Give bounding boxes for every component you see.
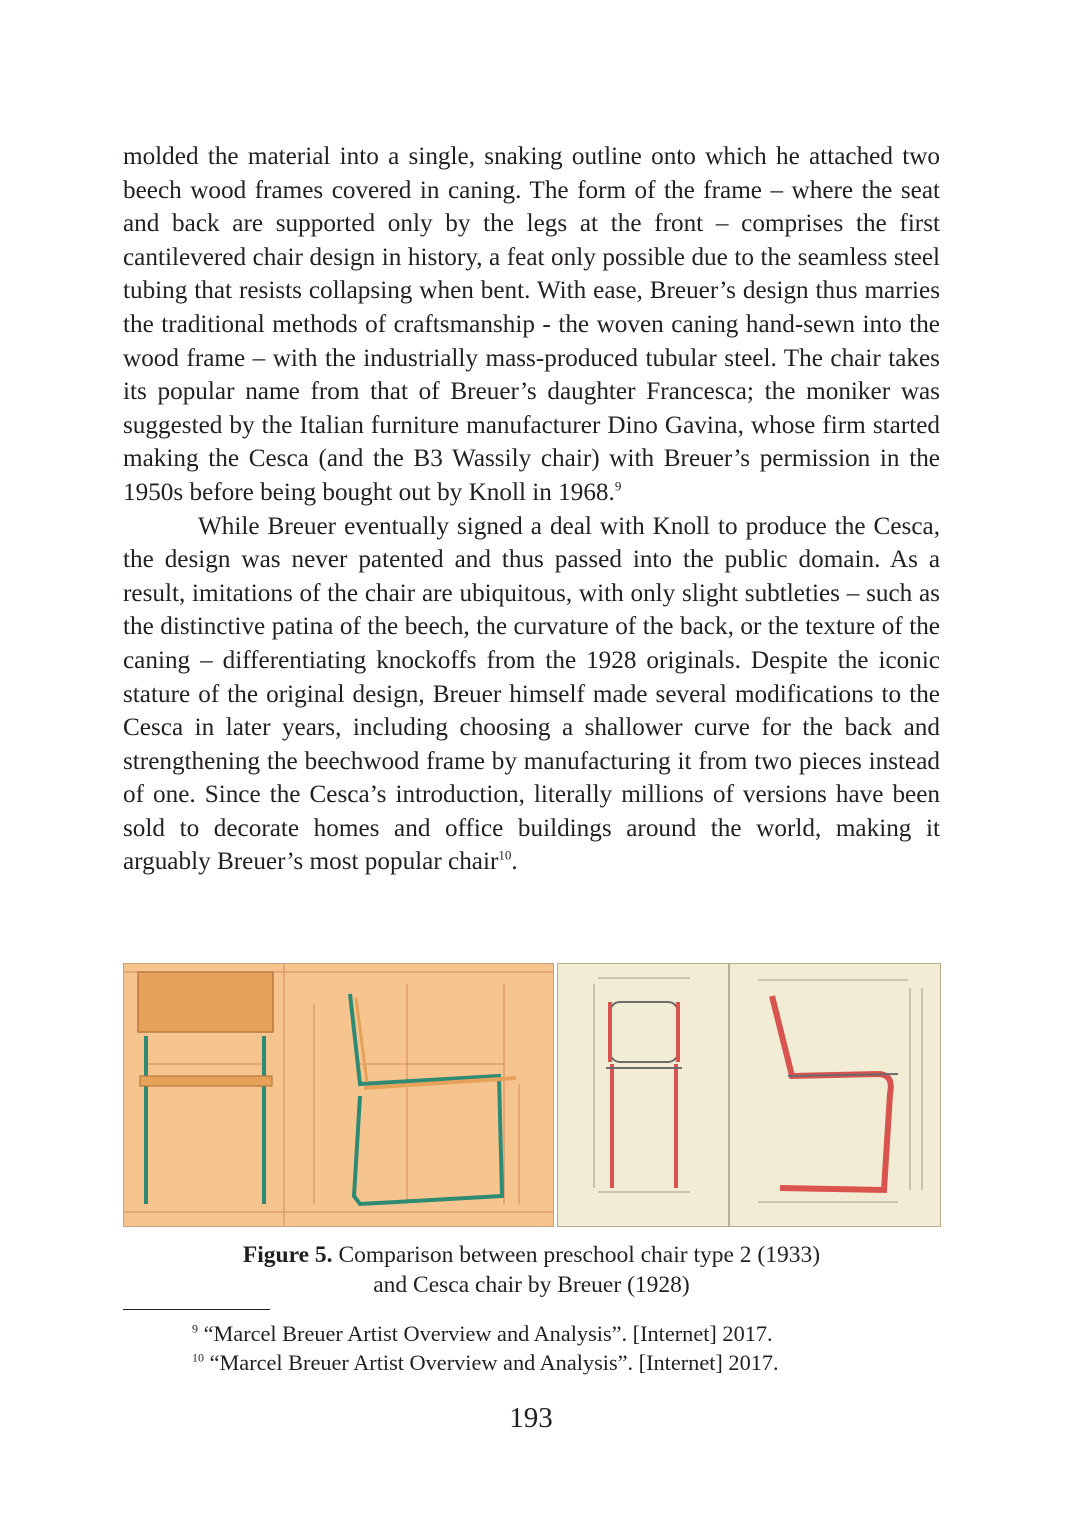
footnote-10 bbox=[192, 1349, 779, 1378]
caption-text-1: Comparison between preschool chair type 2 (1933) bbox=[338, 1242, 821, 1268]
paragraph-2-text: While Breuer eventually signed a deal with Knoll to produce the Cesca, the design was never patented and thus passed into the public domain. As a result, imitations of the chair are ubiquitous, with only slight subtleties – such as the distinctive patina of the beech, the curvature of the back, or the texture of the caning – differentiating knockoffs from the 1928 originals. Despite the iconic stature of the original design, Breuer himself made several modifications to the Cesca in later years, including choosing a shallower curve for the back and strengthening the beechwood frame by manufacturing it from two pieces instead of one. Since the Cesca’s introduction, literally millions of versions have been sold to decorate homes and office buildings around the world, making it arguably Breuer’s most popular chair bbox=[123, 512, 940, 876]
footnote-9 bbox=[192, 1320, 779, 1349]
caption-line-1 bbox=[123, 1240, 940, 1270]
side-view-frame bbox=[350, 994, 502, 1204]
cesca-side-dimensions bbox=[758, 980, 922, 1202]
paragraph-1 bbox=[123, 140, 940, 510]
cesca-chair-drawing bbox=[557, 963, 941, 1227]
preschool-chair-drawing bbox=[123, 963, 554, 1227]
front-view-legs bbox=[146, 1036, 264, 1204]
paragraph-1-text: molded the material into a single, snaking outline onto which he attached two beech wood frames covered in caning. The form of the frame – where the seat and back are supported only by the legs at the front – comprises the first cantilevered chair design in history, a feat only possible due to the seamless steel tubing that resists collapsing when bent. With ease, Breuer’s design thus marries the traditional methods of craftsmanship - the woven caning hand-sewn into the wood frame – with the industrially mass-produced tubular steel. The chair takes its popular name from that of Breuer’s daughter Francesca; the moniker was suggested by the Italian furniture manufacturer Dino Gavina, whose firm started making the Cesca (and the B3 Wassily chair) with Breuer’s permission in the 1950s before being bought out by Knoll in 1968. bbox=[123, 143, 940, 506]
front-view-backrest bbox=[138, 972, 273, 1032]
figure-5 bbox=[123, 963, 940, 1227]
cesca-side-frame bbox=[772, 996, 891, 1190]
front-view-seat bbox=[140, 1076, 272, 1086]
body-text bbox=[123, 140, 940, 879]
footnote-text: “Marcel Breuer Artist Overview and Analysis”. [Internet] 2017. bbox=[203, 1321, 773, 1346]
paragraph-2-tail: . bbox=[511, 848, 518, 876]
figure-label: Figure 5. bbox=[242, 1242, 333, 1268]
footnote-ref-10: 10 bbox=[498, 848, 512, 864]
cesca-front-backrest bbox=[610, 1002, 678, 1062]
page-number: 193 bbox=[509, 1402, 553, 1434]
cesca-chair-svg bbox=[558, 964, 940, 1226]
footnote-number: 10 bbox=[192, 1350, 204, 1365]
footnote-text: “Marcel Breuer Artist Overview and Analysis”. [Internet] 2017. bbox=[209, 1349, 779, 1375]
footnote-number: 9 bbox=[192, 1321, 198, 1336]
caption-line-2: and Cesca chair by Breuer (1928) bbox=[373, 1272, 690, 1298]
footnote-rule bbox=[123, 1309, 270, 1310]
paragraph-2 bbox=[123, 510, 940, 880]
footnote-ref-9: 9 bbox=[614, 478, 622, 494]
footnotes bbox=[192, 1320, 779, 1377]
cesca-front-legs bbox=[610, 1002, 678, 1188]
preschool-chair-svg bbox=[124, 964, 553, 1226]
figure-caption bbox=[123, 1240, 940, 1300]
